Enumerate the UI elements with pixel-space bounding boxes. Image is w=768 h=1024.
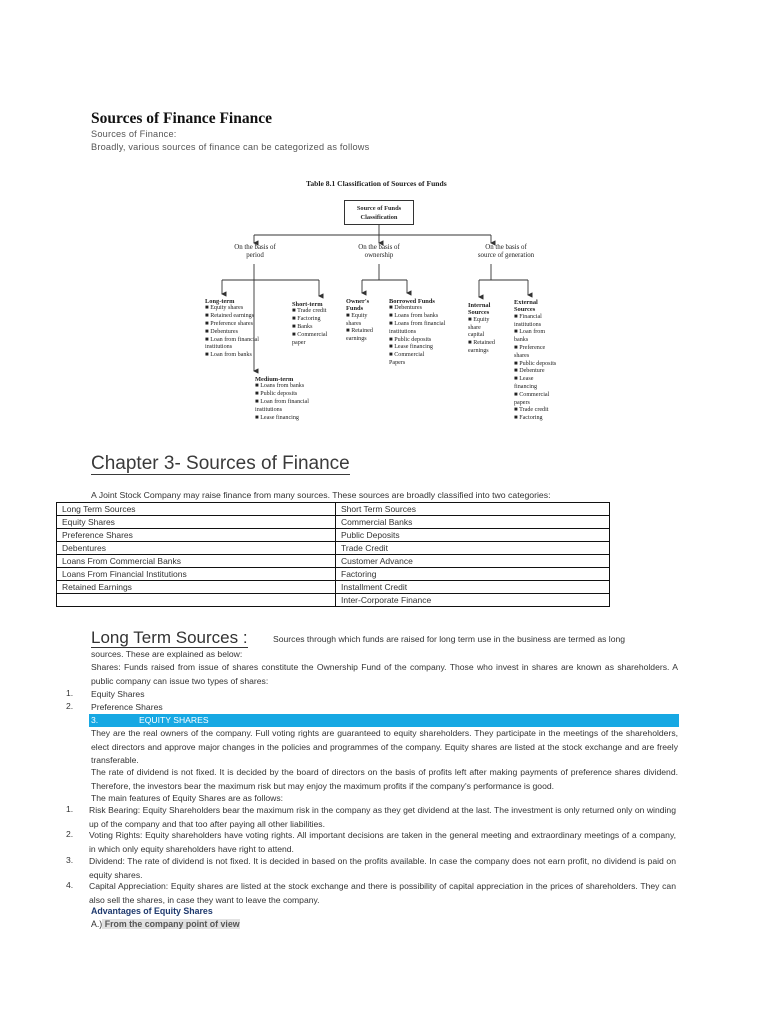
intro-text: A Joint Stock Company may raise finance from many sources. These sources are broadly classified into two categories: bbox=[91, 490, 551, 500]
medium-term-heading: Medium-term bbox=[255, 376, 294, 383]
long-term-cell: Preference Shares bbox=[57, 529, 336, 542]
type-equity-shares: Equity Shares bbox=[91, 689, 145, 699]
borrowed-funds-group: Borrowed Funds ■ Debentures ■ Loans from banks ■ Loans from financial institutions ■ Public deposits ■ Lease financing ■ Commercial Papers bbox=[389, 298, 446, 366]
advantages-company-view bbox=[91, 919, 240, 929]
long-term-cell: Debentures bbox=[57, 542, 336, 555]
long-term-group: Long-term ■ Equity shares ■ Retained earnings ■ Preference shares ■ Debentures ■ Loan from financial institutions ■ Loan from banks bbox=[205, 298, 259, 359]
table-row bbox=[57, 503, 610, 516]
adv-a-label: From the company point of view bbox=[102, 919, 240, 929]
borrowed-funds-heading: Borrowed Funds bbox=[389, 298, 435, 305]
basis-generation: On the basis of source of generation bbox=[477, 244, 535, 260]
chapter-heading: Chapter 3- Sources of Finance bbox=[91, 453, 350, 474]
long-term-cell bbox=[57, 594, 336, 607]
document-title: Sources of Finance Finance bbox=[91, 110, 272, 127]
equity-shares-heading-bar bbox=[89, 714, 679, 727]
short-term-cell: Factoring bbox=[336, 568, 610, 581]
equity-para-1: They are the real owners of the company. Full voting rights are guaranteed to equity shareholders. They participate in the meetings of the shareholders, elect directors and approve major changes in the policies and programmes of the company. Equity shares are listed at the stock exchange and are freely transferable. bbox=[91, 728, 678, 765]
adv-a-prefix: A.) bbox=[91, 919, 103, 929]
long-term-line2: sources. These are explained as below: bbox=[91, 649, 243, 659]
owners-funds-heading: Owner's Funds bbox=[346, 298, 370, 313]
medium-term-group: Medium-term ■ Loans from banks ■ Public deposits ■ Loan from financial institutions ■ Lease financing bbox=[255, 376, 309, 421]
feature-2-num: 2. bbox=[66, 829, 74, 839]
root-line-1: Source of Funds bbox=[356, 205, 402, 212]
feature-capital-appreciation: Capital Appreciation: Equity shares are listed at the stock exchange and there is possibility of capital appreciation in the prices of shareholders. They can also sell the shares, in case they want to leave the company. bbox=[89, 881, 676, 905]
feature-dividend: Dividend: The rate of dividend is not fixed. It is decided in based on the profits available. In case the company does not earn profit, no dividend is paid on equity shares. bbox=[89, 856, 676, 880]
feature-4-num: 4. bbox=[66, 880, 74, 890]
long-term-heading: Long-term bbox=[205, 298, 235, 305]
shares-paragraph: Shares: Funds raised from issue of shares constitute the Ownership Fund of the company. Those who invest in shares are known as shareholders. A public company can issue two types of shares: bbox=[91, 662, 678, 686]
short-term-cell: Installment Credit bbox=[336, 581, 610, 594]
feature-voting-rights: Voting Rights: Equity shareholders have voting rights. All important decisions are taken in the general meeting and extraordinary meetings of a company, in which only equity shareholders have right to attend. bbox=[89, 830, 676, 854]
feature-risk-bearing: Risk Bearing: Equity Shareholders bear the maximum risk in the company as they get dividend at the last. The investment is only returned only on winding up of the company and that too after paying all other liabilities. bbox=[89, 805, 676, 829]
long-term-cell: Loans From Financial Institutions bbox=[57, 568, 336, 581]
internal-sources-heading: Internal Sources bbox=[468, 302, 491, 317]
long-term-cell: Long Term Sources bbox=[57, 503, 336, 516]
short-term-cell: Trade Credit bbox=[336, 542, 610, 555]
table-row bbox=[57, 516, 610, 529]
long-term-cell: Equity Shares bbox=[57, 516, 336, 529]
short-term-cell: Short Term Sources bbox=[336, 503, 610, 516]
table-row bbox=[57, 555, 610, 568]
equity-para-2: The rate of dividend is not fixed. It is decided by the board of directors on the basis of profits left after making payments of preference shares dividend. Therefore, the investors bear the maximum risk but may enjoy the maximum profits if the company's performance is good. bbox=[91, 767, 678, 791]
type-2-num: 2. bbox=[66, 701, 74, 711]
internal-sources-group: Internal Sources ■ Equity share capital ■ Retained earnings bbox=[468, 302, 495, 354]
root-line-2: Classification bbox=[360, 214, 398, 221]
table-row bbox=[57, 529, 610, 542]
external-sources-heading: External Sources bbox=[514, 299, 538, 314]
diagram-connectors bbox=[0, 0, 768, 460]
type-preference-shares: Preference Shares bbox=[91, 702, 163, 712]
feature-3-num: 3. bbox=[66, 855, 74, 865]
short-term-heading: Short-term bbox=[292, 301, 323, 308]
diagram-root-box bbox=[344, 200, 414, 225]
subtitle-sources: Sources of Finance: bbox=[91, 129, 177, 139]
long-term-cell: Retained Earnings bbox=[57, 581, 336, 594]
equity-bar-label: EQUITY SHARES bbox=[139, 715, 209, 725]
sources-table bbox=[56, 502, 610, 607]
table-row bbox=[57, 568, 610, 581]
owners-funds-group: Owner's Funds ■ Equity shares ■ Retained earnings bbox=[346, 298, 373, 343]
long-term-heading: Long Term Sources : bbox=[91, 628, 248, 647]
feature-1-num: 1. bbox=[66, 804, 74, 814]
short-term-cell: Public Deposits bbox=[336, 529, 610, 542]
diagram-table-title: Table 8.1 Classification of Sources of Funds bbox=[306, 179, 447, 188]
table-row bbox=[57, 581, 610, 594]
advantages-heading: Advantages of Equity Shares bbox=[91, 906, 213, 916]
long-term-cell: Loans From Commercial Banks bbox=[57, 555, 336, 568]
table-row bbox=[57, 594, 610, 607]
long-term-line1: Sources through which funds are raised for long term use in the business are termed as long bbox=[273, 634, 626, 644]
type-1-num: 1. bbox=[66, 688, 74, 698]
equity-bar-num: 3. bbox=[91, 715, 99, 725]
external-sources-group: External Sources ■ Financial institutions ■ Loan from banks ■ Preference shares ■ Public deposits ■ Debenture ■ Lease financing ■ Commercial papers ■ Trade credit ■ Factoring bbox=[514, 299, 557, 422]
basis-ownership: On the basis of ownership bbox=[358, 244, 400, 260]
short-term-cell: Customer Advance bbox=[336, 555, 610, 568]
short-term-cell: Inter-Corporate Finance bbox=[336, 594, 610, 607]
short-term-cell: Commercial Banks bbox=[336, 516, 610, 529]
short-term-group: Short-term ■ Trade credit ■ Factoring ■ Banks ■ Commercial paper bbox=[292, 301, 328, 346]
basis-period: On the basis of period bbox=[234, 244, 276, 260]
features-intro: The main features of Equity Shares are as follows: bbox=[91, 793, 284, 803]
subtitle-broadly: Broadly, various sources of finance can be categorized as follows bbox=[91, 142, 370, 152]
table-row bbox=[57, 542, 610, 555]
